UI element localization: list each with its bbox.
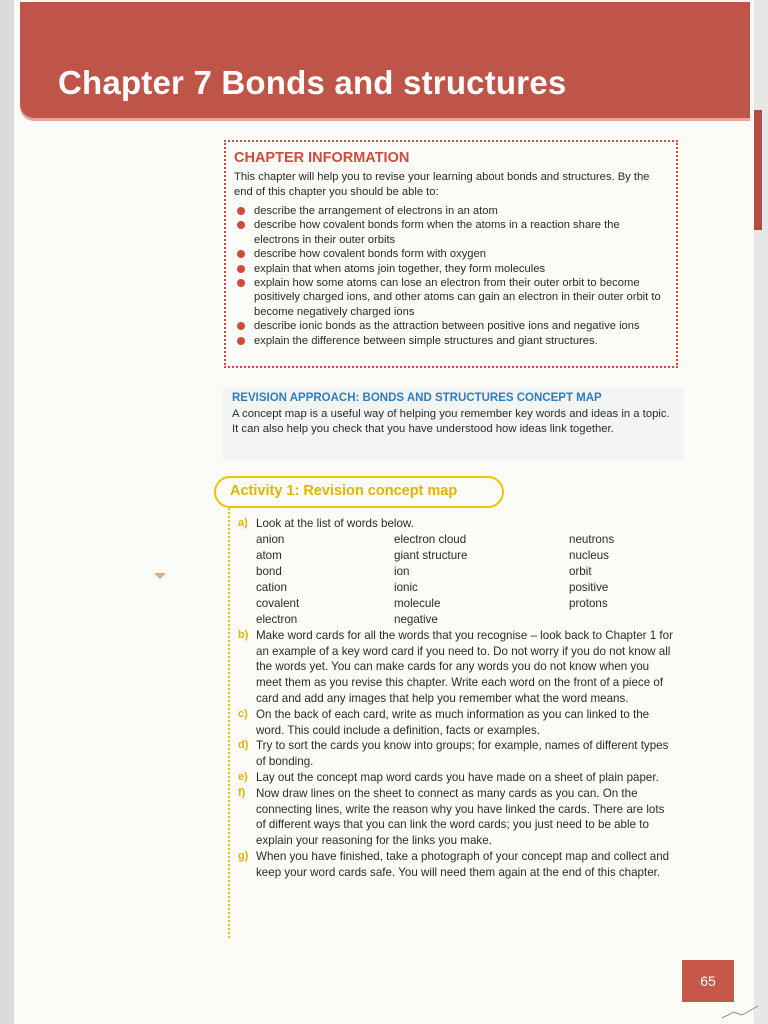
word: giant structure	[394, 548, 468, 562]
info-heading: CHAPTER INFORMATION	[234, 150, 410, 166]
list-item: describe ionic bonds as the attraction between positive ions and negative ions	[234, 319, 668, 333]
word: bond	[256, 564, 282, 578]
word: atom	[256, 548, 282, 562]
chapter-title: Chapter 7 Bonds and structures	[58, 64, 567, 101]
list-item: describe how covalent bonds form when the atoms in a reaction share the electrons in their outer orbits	[234, 218, 668, 247]
bullet-icon	[237, 221, 245, 229]
activity-step	[236, 849, 676, 881]
bullet-icon	[237, 279, 245, 287]
page-left-edge	[0, 0, 14, 1024]
bullet-icon	[237, 337, 245, 345]
word: molecule	[394, 596, 441, 610]
step-text: Try to sort the cards you know into groups; for example, names of different types of bonding.	[256, 739, 669, 769]
step-text: Now draw lines on the sheet to connect as many cards as you can. On the connecting lines, write the reason why you have linked the cards. There are lots of different ways that you can link the word cards; you just need to be able to explain your reasoning for the links you make.	[256, 786, 665, 848]
list-item: describe how covalent bonds form with oxygen	[234, 247, 668, 261]
revision-heading: REVISION APPROACH: BONDS AND STRUCTURES CONCEPT MAP	[232, 392, 602, 404]
word: ionic	[394, 580, 418, 594]
margin-arrow-icon	[154, 573, 166, 579]
word: neutrons	[569, 532, 615, 546]
word: anion	[256, 532, 285, 546]
step-letter: f)	[238, 786, 246, 799]
pen-mark-icon	[720, 1004, 760, 1020]
step-letter: a)	[238, 517, 248, 529]
word-list	[236, 532, 676, 628]
activity-step	[236, 738, 676, 770]
step-text: On the back of each card, write as much information as you can linked to the word. This could include a definition, facts or examples.	[256, 707, 650, 737]
step-text: When you have finished, take a photograph of your concept map and collect and keep your word cards safe. You will need them again at the end of this chapter.	[256, 849, 670, 879]
chapter-information-box	[224, 140, 678, 368]
step-letter: d)	[238, 739, 249, 752]
activity-step	[236, 516, 676, 532]
bullet-icon	[237, 250, 245, 258]
chapter-banner	[20, 2, 750, 118]
list-item: describe the arrangement of electrons in an atom	[234, 204, 668, 218]
step-letter: e)	[238, 770, 248, 783]
revision-approach-box	[222, 388, 684, 460]
revision-text: A concept map is a useful way of helping you remember key words and ideas in a topic. It can also help you check that you have understood how ideas link together.	[232, 408, 670, 435]
activity-title-pill	[214, 476, 504, 508]
word: cation	[256, 580, 287, 594]
info-intro: This chapter will help you to revise your learning about bonds and structures. By the end of this chapter you should be able to:	[234, 171, 650, 198]
word-column-3	[569, 532, 614, 612]
word-column-1	[256, 532, 299, 628]
activity-step	[236, 770, 676, 786]
word: covalent	[256, 596, 300, 610]
activity-body	[236, 516, 676, 881]
activity-dotted-rule	[228, 508, 230, 938]
step-text: Lay out the concept map word cards you have made on a sheet of plain paper.	[256, 770, 659, 784]
list-item: explain the difference between simple structures and giant structures.	[234, 334, 668, 348]
word: negative	[394, 612, 438, 626]
word: electron cloud	[394, 532, 467, 546]
activity-step	[236, 786, 676, 849]
bullet-icon	[237, 265, 245, 273]
word: protons	[569, 596, 608, 610]
list-item: explain that when atoms join together, they form molecules	[234, 262, 668, 276]
list-item: explain how some atoms can lose an electron from their outer orbit to become positively charged ions, and other atoms can gain an electron in their outer orbit to become negatively charged ions	[234, 276, 668, 319]
bullet-icon	[237, 322, 245, 330]
activity-title: Activity 1: Revision concept map	[230, 483, 458, 499]
word: orbit	[569, 564, 592, 578]
step-text: Look at the list of words below.	[256, 517, 414, 530]
activity-step	[236, 628, 676, 707]
word: ion	[394, 564, 410, 578]
step-letter: c)	[238, 707, 248, 720]
word: positive	[569, 580, 609, 594]
step-text: Make word cards for all the words that you recognise – look back to Chapter 1 for an example of a key word card if you need to. Do not worry if you do not know all the words yet. You can make cards for any words you do not know when you meet them as you revise this chapter. Write each word on the front of a piece of card and add any images that help you remember what the word means.	[256, 628, 673, 705]
word: electron	[256, 612, 298, 626]
step-letter: g)	[238, 849, 249, 862]
word: nucleus	[569, 548, 609, 562]
chapter-edge-tab	[754, 110, 762, 230]
step-letter: b)	[238, 628, 249, 641]
word-column-2	[394, 532, 467, 628]
bullet-icon	[237, 207, 245, 215]
page-number: 65	[682, 960, 734, 1002]
objectives-list	[234, 204, 668, 348]
activity-step	[236, 707, 676, 739]
